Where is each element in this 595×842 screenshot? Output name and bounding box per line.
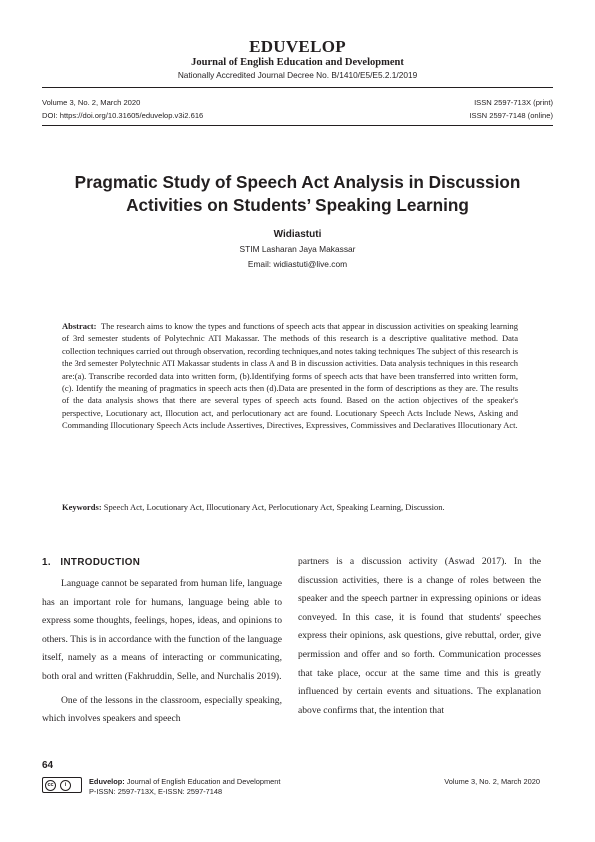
keywords-text: Speech Act, Locutionary Act, Illocutionary Act, Perlocutionary Act, Speaking Learning, Discussion. [103, 502, 445, 512]
issn-online: ISSN 2597-7148 (online) [469, 111, 553, 120]
volume-info: Volume 3, No. 2, March 2020 [42, 98, 141, 107]
footer-journal [89, 777, 280, 787]
section-heading-introduction: 1. INTRODUCTION [42, 557, 141, 568]
issn-print: ISSN 2597-713X (print) [474, 98, 553, 107]
paragraph: partners is a discussion activity (Aswad 2017). In the discussion activities, there is a change of roles between the speaker and the speech partner in expressing opinions or ideas conveyed. In this case, it is found that students' speeches express their opinions, ask questions, give rebuttal, order, give permission and offer and so forth. Communication processes that take place, occur at the same time and this is greatly influenced by certain events and situations. The explanation above confirms that, the intention that [298, 556, 541, 716]
left-column [42, 575, 282, 729]
page-number: 64 [42, 760, 54, 771]
author-email[interactable]: Email: widiastuti@live.com [247, 259, 348, 269]
attribution-icon: i [60, 780, 71, 791]
cc-by-license-icon[interactable] [42, 777, 82, 793]
header-rule-top [42, 87, 553, 88]
header-rule-bottom [42, 125, 553, 126]
footer-issn: P-ISSN: 2597-713X, E-ISSN: 2597-7148 [89, 787, 223, 796]
abstract [62, 320, 518, 432]
paragraph: One of the lessons in the classroom, especially speaking, which involves speakers and speech [42, 694, 282, 725]
right-column [298, 553, 541, 720]
keywords [62, 501, 518, 513]
paragraph: Language cannot be separated from human life, language has an important role for humans, language being able to express some thoughts, feelings, hopes, ideas, and opinions to others. This is in accordance with the function of the language itself, namely as a means of interacting or communicating, both oral and written (Fakhruddin, Selle, and Nurchalis 2019). [42, 578, 282, 682]
abstract-label: Abstract: [62, 321, 97, 331]
paper-title: Pragmatic Study of Speech Act Analysis in Discussion Activities on Students’ Speaking Learning [74, 172, 521, 215]
journal-name: EDUVELOP [249, 37, 346, 56]
keywords-label: Keywords: [62, 502, 102, 512]
journal-subtitle: Journal of English Education and Development [191, 57, 404, 68]
footer-journal-name: Eduvelop: [89, 777, 125, 786]
author-affiliation: STIM Lasharan Jaya Makassar [239, 244, 356, 254]
accreditation-notice: Nationally Accredited Journal Decree No. B/1410/E5/E5.2.1/2019 [177, 70, 418, 80]
cc-icon: cc [45, 780, 56, 791]
footer-journal-full: Journal of English Education and Development [124, 777, 281, 786]
footer-volume: Volume 3, No. 2, March 2020 [444, 777, 540, 786]
abstract-text: The research aims to know the types and functions of speech acts that appear in discussion activities on speaking learning of 3rd semester students of Polytechnic ATI Makassar. The methods of this research is a descriptive qualitative method. Data collection techniques carried out through observation, recording techniques,and notes taking techniques The subject of this research is the 3rd semester Polytechnic ATI Makassar students in class A and B in discussion activities. Data analysis techniques in this research are:(a). Transcribe recorded data into written form, (b).Identifying forms of speech acts that have been transferred into written form, (c). Identify the meaning of pragmatics in speech acts then (d).Data are presented in the form of descriptions as they are. The results of the data analysis shows that there are several types of speech acts found. Based on the action objectives of the speaker's perspective, Locutionary act, Illocution act, and perlocutionary act are found. Locutionary Speech Acts Include News, Asking and Commanding Illocutionary Speech Acts include Assertives, Directives, Expressives, Commissives and Declaratives Illocutionary Act. [62, 321, 518, 431]
doi-link[interactable]: DOI: https://doi.org/10.31605/eduvelop.v3i2.616 [42, 111, 204, 120]
author-name: Widiastuti [273, 229, 322, 240]
